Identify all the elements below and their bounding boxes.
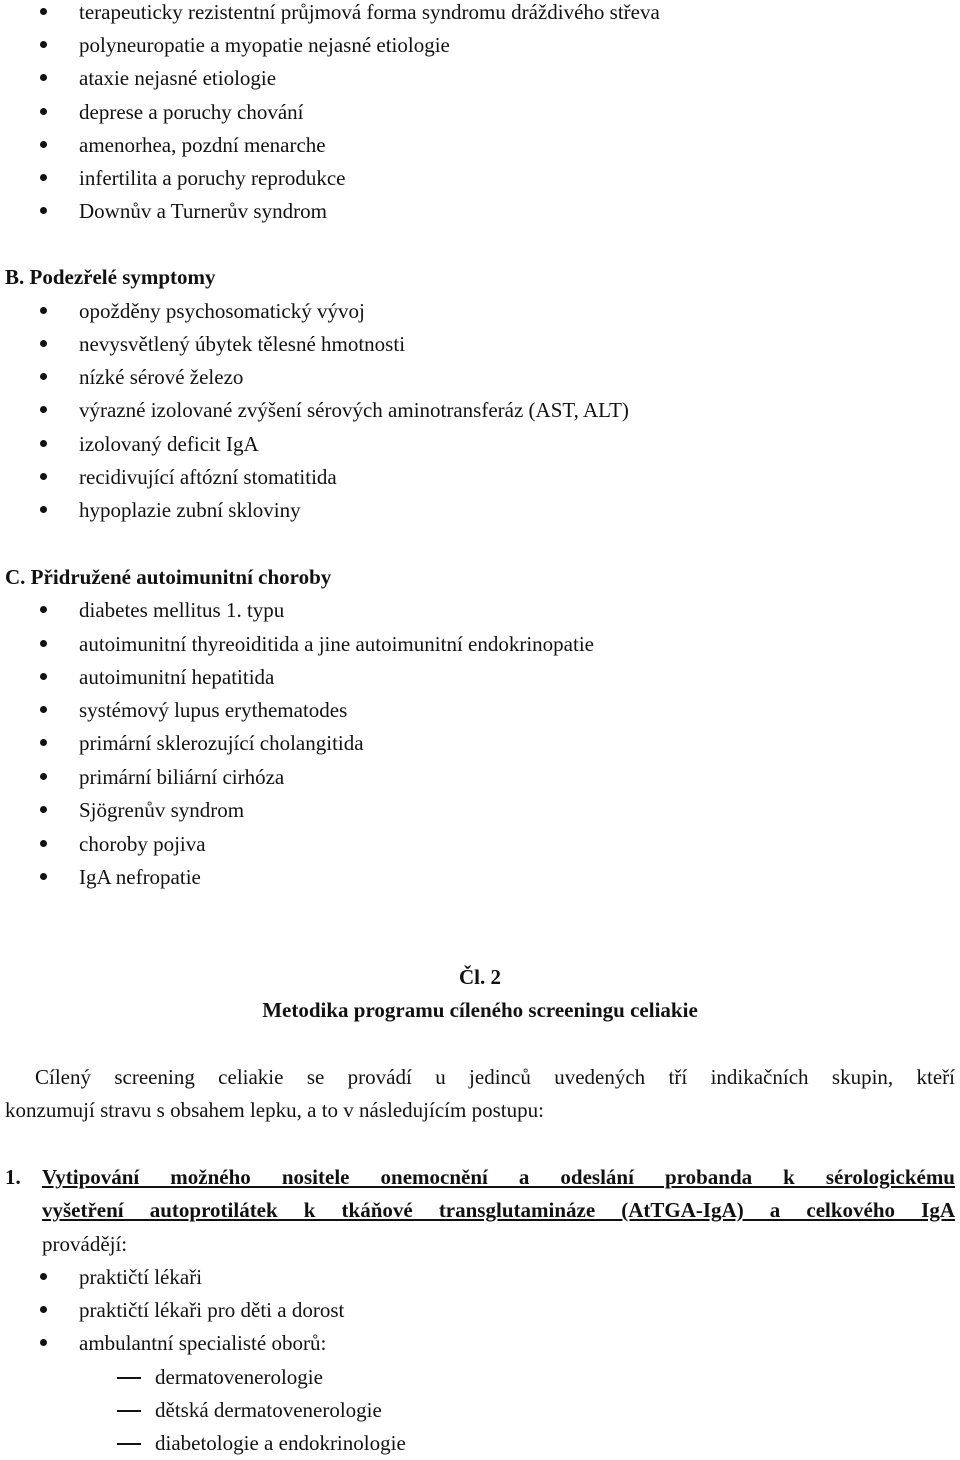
bullet-icon — [40, 673, 47, 680]
list-item-text: výrazné izolované zvýšení sérových aminotransferáz (AST, ALT) — [79, 398, 629, 422]
bullet-icon — [40, 473, 47, 480]
list-item-text: autoimunitní hepatitida — [79, 665, 275, 689]
bullet-icon — [40, 506, 47, 513]
step-heading-line: Vytipování možného nositele onemocnění a odeslání probanda k sérologickému — [42, 1165, 955, 1189]
bullet-icon — [40, 773, 47, 780]
list-item — [0, 465, 960, 489]
list-item — [0, 798, 960, 822]
list-item-text: deprese a poruchy chování — [79, 100, 304, 124]
bullet-icon — [40, 41, 47, 48]
list-item-text: ambulantní specialisté oborů: — [79, 1331, 327, 1355]
step-heading-tail: provádějí: — [42, 1232, 128, 1256]
bullet-icon — [40, 174, 47, 181]
sub-list-item-text: dermatovenerologie — [155, 1365, 323, 1389]
bullet-icon — [40, 873, 47, 880]
list-item-text: autoimunitní thyreoiditida a jine autoimunitní endokrinopatie — [79, 632, 594, 656]
list-item — [0, 498, 960, 522]
list-item-text: praktičtí lékaři pro děti a dorost — [79, 1298, 345, 1322]
list-item — [0, 865, 960, 889]
bullet-icon — [40, 340, 47, 347]
list-item-text: Sjögrenův syndrom — [79, 798, 245, 822]
list-item-text: diabetes mellitus 1. typu — [79, 598, 285, 622]
bullet-icon — [40, 141, 47, 148]
list-item-text: systémový lupus erythematodes — [79, 698, 348, 722]
list-item — [0, 66, 960, 90]
sub-list-item — [0, 1431, 960, 1455]
list-item-text: Downův a Turnerův syndrom — [79, 199, 327, 223]
bullet-icon — [40, 406, 47, 413]
article-number: Čl. 2 — [459, 965, 501, 989]
list-item — [0, 332, 960, 356]
sub-list-item — [0, 1365, 960, 1389]
bullet-icon — [40, 640, 47, 647]
list-item-text: primární sklerozující cholangitida — [79, 731, 364, 755]
dash-icon — [117, 1377, 141, 1379]
bullet-icon — [40, 739, 47, 746]
bullet-icon — [40, 440, 47, 447]
list-item-text: infertilita a poruchy reprodukce — [79, 166, 346, 190]
bullet-icon — [40, 840, 47, 847]
sub-list-item-text: dětská dermatovenerologie — [155, 1398, 382, 1422]
list-item-text: opožděny psychosomatický vývoj — [79, 299, 365, 323]
bullet-icon — [40, 108, 47, 115]
article-title: Metodika programu cíleného screeningu celiakie — [262, 998, 698, 1022]
list-item-text: recidivující aftózní stomatitida — [79, 465, 337, 489]
list-item — [0, 432, 960, 456]
list-item-text: choroby pojiva — [79, 832, 206, 856]
list-item-text: nevysvětlený úbytek tělesné hmotnosti — [79, 332, 406, 356]
bullet-icon — [40, 8, 47, 15]
bullet-icon — [40, 373, 47, 380]
section-heading-c: C. Přidružené autoimunitní choroby — [5, 565, 332, 589]
list-item — [0, 398, 960, 422]
list-item-text: izolovaný deficit IgA — [79, 432, 259, 456]
bullet-icon — [40, 1339, 47, 1346]
bullet-icon — [40, 806, 47, 813]
bullet-icon — [40, 1306, 47, 1313]
list-item — [0, 0, 960, 24]
bullet-icon — [40, 74, 47, 81]
list-item — [0, 665, 960, 689]
list-item-text: IgA nefropatie — [79, 865, 201, 889]
list-item-text: ataxie nejasné etiologie — [79, 66, 277, 90]
bullet-icon — [40, 307, 47, 314]
section-heading-b: B. Podezřelé symptomy — [5, 265, 216, 289]
list-item — [0, 1298, 960, 1322]
list-item-text: terapeuticky rezistentní průjmová forma syndromu dráždivého střeva — [79, 0, 660, 24]
dash-icon — [117, 1443, 141, 1445]
list-item — [0, 1265, 960, 1289]
sub-list-item-text: diabetologie a endokrinologie — [155, 1431, 406, 1455]
list-item — [0, 598, 960, 622]
list-item-text: amenorhea, pozdní menarche — [79, 133, 326, 157]
bullet-icon — [40, 606, 47, 613]
list-item — [0, 133, 960, 157]
list-item — [0, 365, 960, 389]
sub-list-item — [0, 1398, 960, 1422]
list-item — [0, 299, 960, 323]
intro-paragraph-line: konzumují stravu s obsahem lepku, a to v následujícím postupu: — [5, 1098, 544, 1122]
list-item — [0, 731, 960, 755]
bullet-icon — [40, 1273, 47, 1280]
list-item — [0, 1331, 960, 1355]
list-item — [0, 100, 960, 124]
bullet-icon — [40, 207, 47, 214]
list-item-text: nízké sérové železo — [79, 365, 244, 389]
list-item — [0, 698, 960, 722]
list-item — [0, 166, 960, 190]
list-item-text: praktičtí lékaři — [79, 1265, 203, 1289]
list-item-text: primární biliární cirhóza — [79, 765, 285, 789]
list-item — [0, 33, 960, 57]
list-item-text: hypoplazie zubní skloviny — [79, 498, 301, 522]
step-heading-line: vyšetření autoprotilátek k tkáňové transglutamináze (AtTGA-IgA) a celkového IgA — [42, 1198, 955, 1222]
list-item — [0, 832, 960, 856]
dash-icon — [117, 1410, 141, 1412]
step-number: 1. — [5, 1165, 21, 1189]
intro-paragraph-line: Cílený screening celiakie se provádí u jedinců uvedených tří indikačních skupin, kteří — [35, 1065, 955, 1089]
bullet-icon — [40, 706, 47, 713]
list-item — [0, 632, 960, 656]
list-item — [0, 765, 960, 789]
list-item — [0, 199, 960, 223]
list-item-text: polyneuropatie a myopatie nejasné etiologie — [79, 33, 450, 57]
